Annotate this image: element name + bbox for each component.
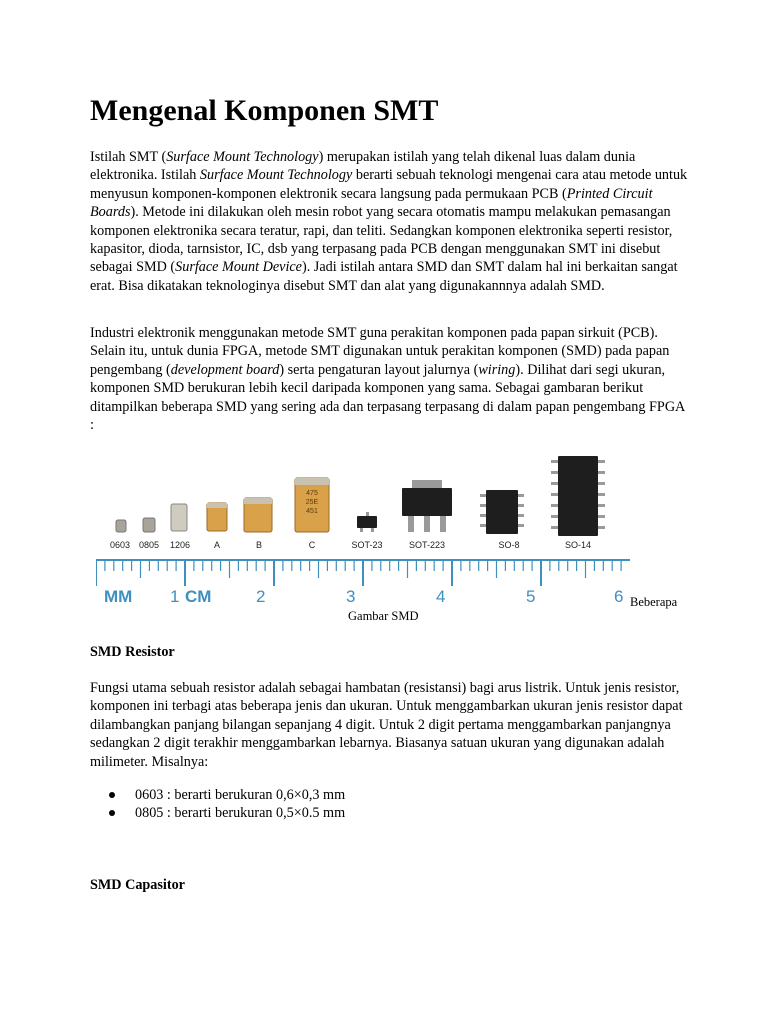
cap-marking-line: 451 [306,508,318,515]
intro-paragraph [90,148,690,295]
ruler-ticks [96,560,621,586]
ruler-number: 4 [436,587,446,606]
so-8-body [486,490,518,534]
component-label: 1206 [169,540,191,550]
figure-side-note: Beberapa [630,595,678,609]
pin [366,512,369,516]
so-14-body [558,456,598,536]
text-run: berarti sebuah teknologi mengenai cara atau metode untuk menyusun komponen-komponen elektronik secara langsung pada permukaan PCB ( [90,167,688,202]
ruler-number: 1 [170,587,180,606]
text-run: Industri elektronik menggunakan metode SMT guna perakitan komponen pada papan sirkuit (PCB). Selain itu, untuk dunia FPGA, metode SMT digunakan untuk perakitan komponen (SMD) pada papan pengembang ( [90,325,670,378]
text-run: ) serta pengaturan layout jalurnya ( [279,361,479,378]
tantalum-c-terminal [295,478,329,485]
italic-term: development board [170,361,280,378]
ruler-number: 2 [256,587,266,606]
ruler [96,560,630,606]
tantalum-a-terminal [207,503,227,508]
pin [408,516,414,532]
text-run: ). Jadi istilah antara SMD dan SMT dalam hal ini berkaitan sangat erat. Bisa dikatakan teknologinya disebut SMT dan alat yang digunakannnya adalah SMD. [90,259,678,294]
smd-photo-svg [96,450,630,610]
italic-term: Surface Mount Technology [166,149,319,165]
bullet-icon [109,810,115,816]
ruler-number: 5 [526,587,536,606]
list-item [90,804,345,822]
text-run: ) merupakan istilah yang telah dikenal luas dalam dunia elektronika. Istilah [90,149,636,184]
list-item-text: 0805 : berarti berukuran 0,5×0.5 mm [135,805,346,822]
ruler-unit-mm: MM [104,587,133,606]
cap-marking-line: 475 [306,490,318,497]
text-run: ). Dilihat dari segi ukuran, komponen SMD berukuran lebih kecil daripada komponen yang sama. Sebagai gambaran berikut ditampilkan beberapa SMD yang sering ada dan terpasang terpasang di dalam papan pengembang FPGA : [90,361,685,434]
sot-23-body [357,516,377,528]
ruler-number: 6 [614,587,624,606]
industry-paragraph [90,324,690,434]
resistor-paragraph: Fungsi utama sebuah resistor adalah sebagai hambatan (resistansi) bagi arus listrik. Untuk jenis resistor, komponen ini terbagi atas beberapa jenis dan ukuran. Untuk menggambarkan ukuran jenis resistor dapat dilambangkan panjang bilangan sepanjang 4 digit. Untuk 2 digit pertama menggambarkan panjangnya sedangkan 2 digit terakhir menggambarkan lebarnya. Biasanya satuan ukuran yang digunakan adalah milimeter. Misalnya: [90,680,683,770]
cap-marking-line: 25E [305,499,319,506]
size-examples-list [90,786,345,823]
component-label: SOT-23 [351,540,383,550]
text-run: Istilah SMT ( [90,149,167,165]
component-label: SO-8 [498,540,520,550]
italic-term: Printed Circuit Boards [90,185,653,221]
figure-caption: Gambar SMD [348,609,419,623]
component-label: 0603 [109,540,131,550]
text-run: ). Metode ini dilakukan oleh mesin robot yang secara otomatis mampu melakukan pemasangan komponen elektronika secara teratur, rapi, dan teliti. Sedangkan komponen elektronika seperti resistor, kapasitor, dioda, tarnsistor, IC, dsb yang terpasang pada PCB dengan menggunakan SMT ini disebut sebagai SMD ( [90,204,673,276]
tab [412,480,442,488]
section-heading-capacitor: SMD Capasitor [90,877,185,893]
component-label: A [213,540,221,550]
resistor-1206 [171,504,187,531]
components-row [116,456,605,536]
component-label: C [308,540,316,550]
pin [360,528,363,532]
sot-223-body [402,488,452,516]
component-labels [110,540,591,550]
list-item-text: 0603 : berarti berukuran 0,6×0,3 mm [135,787,346,803]
bullet-icon [109,792,115,798]
component-label: SO-14 [564,540,592,550]
component-label: SOT-223 [408,540,446,550]
pin [424,516,430,532]
resistor-0805 [143,518,155,532]
pin [440,516,446,532]
component-label: 0805 [138,540,160,550]
page-title: Mengenal Komponen SMT [90,94,439,127]
italic-term: Surface Mount Technology [199,167,353,184]
ruler-unit-cm: CM [185,587,212,606]
ruler-number: 3 [346,587,356,606]
pin [371,528,374,532]
smd-components-photo [96,450,630,610]
tantalum-b-terminal [244,498,272,504]
resistor-0603 [116,520,126,532]
section-heading-resistor: SMD Resistor [90,644,175,660]
italic-term: Surface Mount Device [175,259,302,276]
italic-term: wiring [478,361,516,378]
list-item [90,786,345,804]
component-label: B [255,540,263,550]
